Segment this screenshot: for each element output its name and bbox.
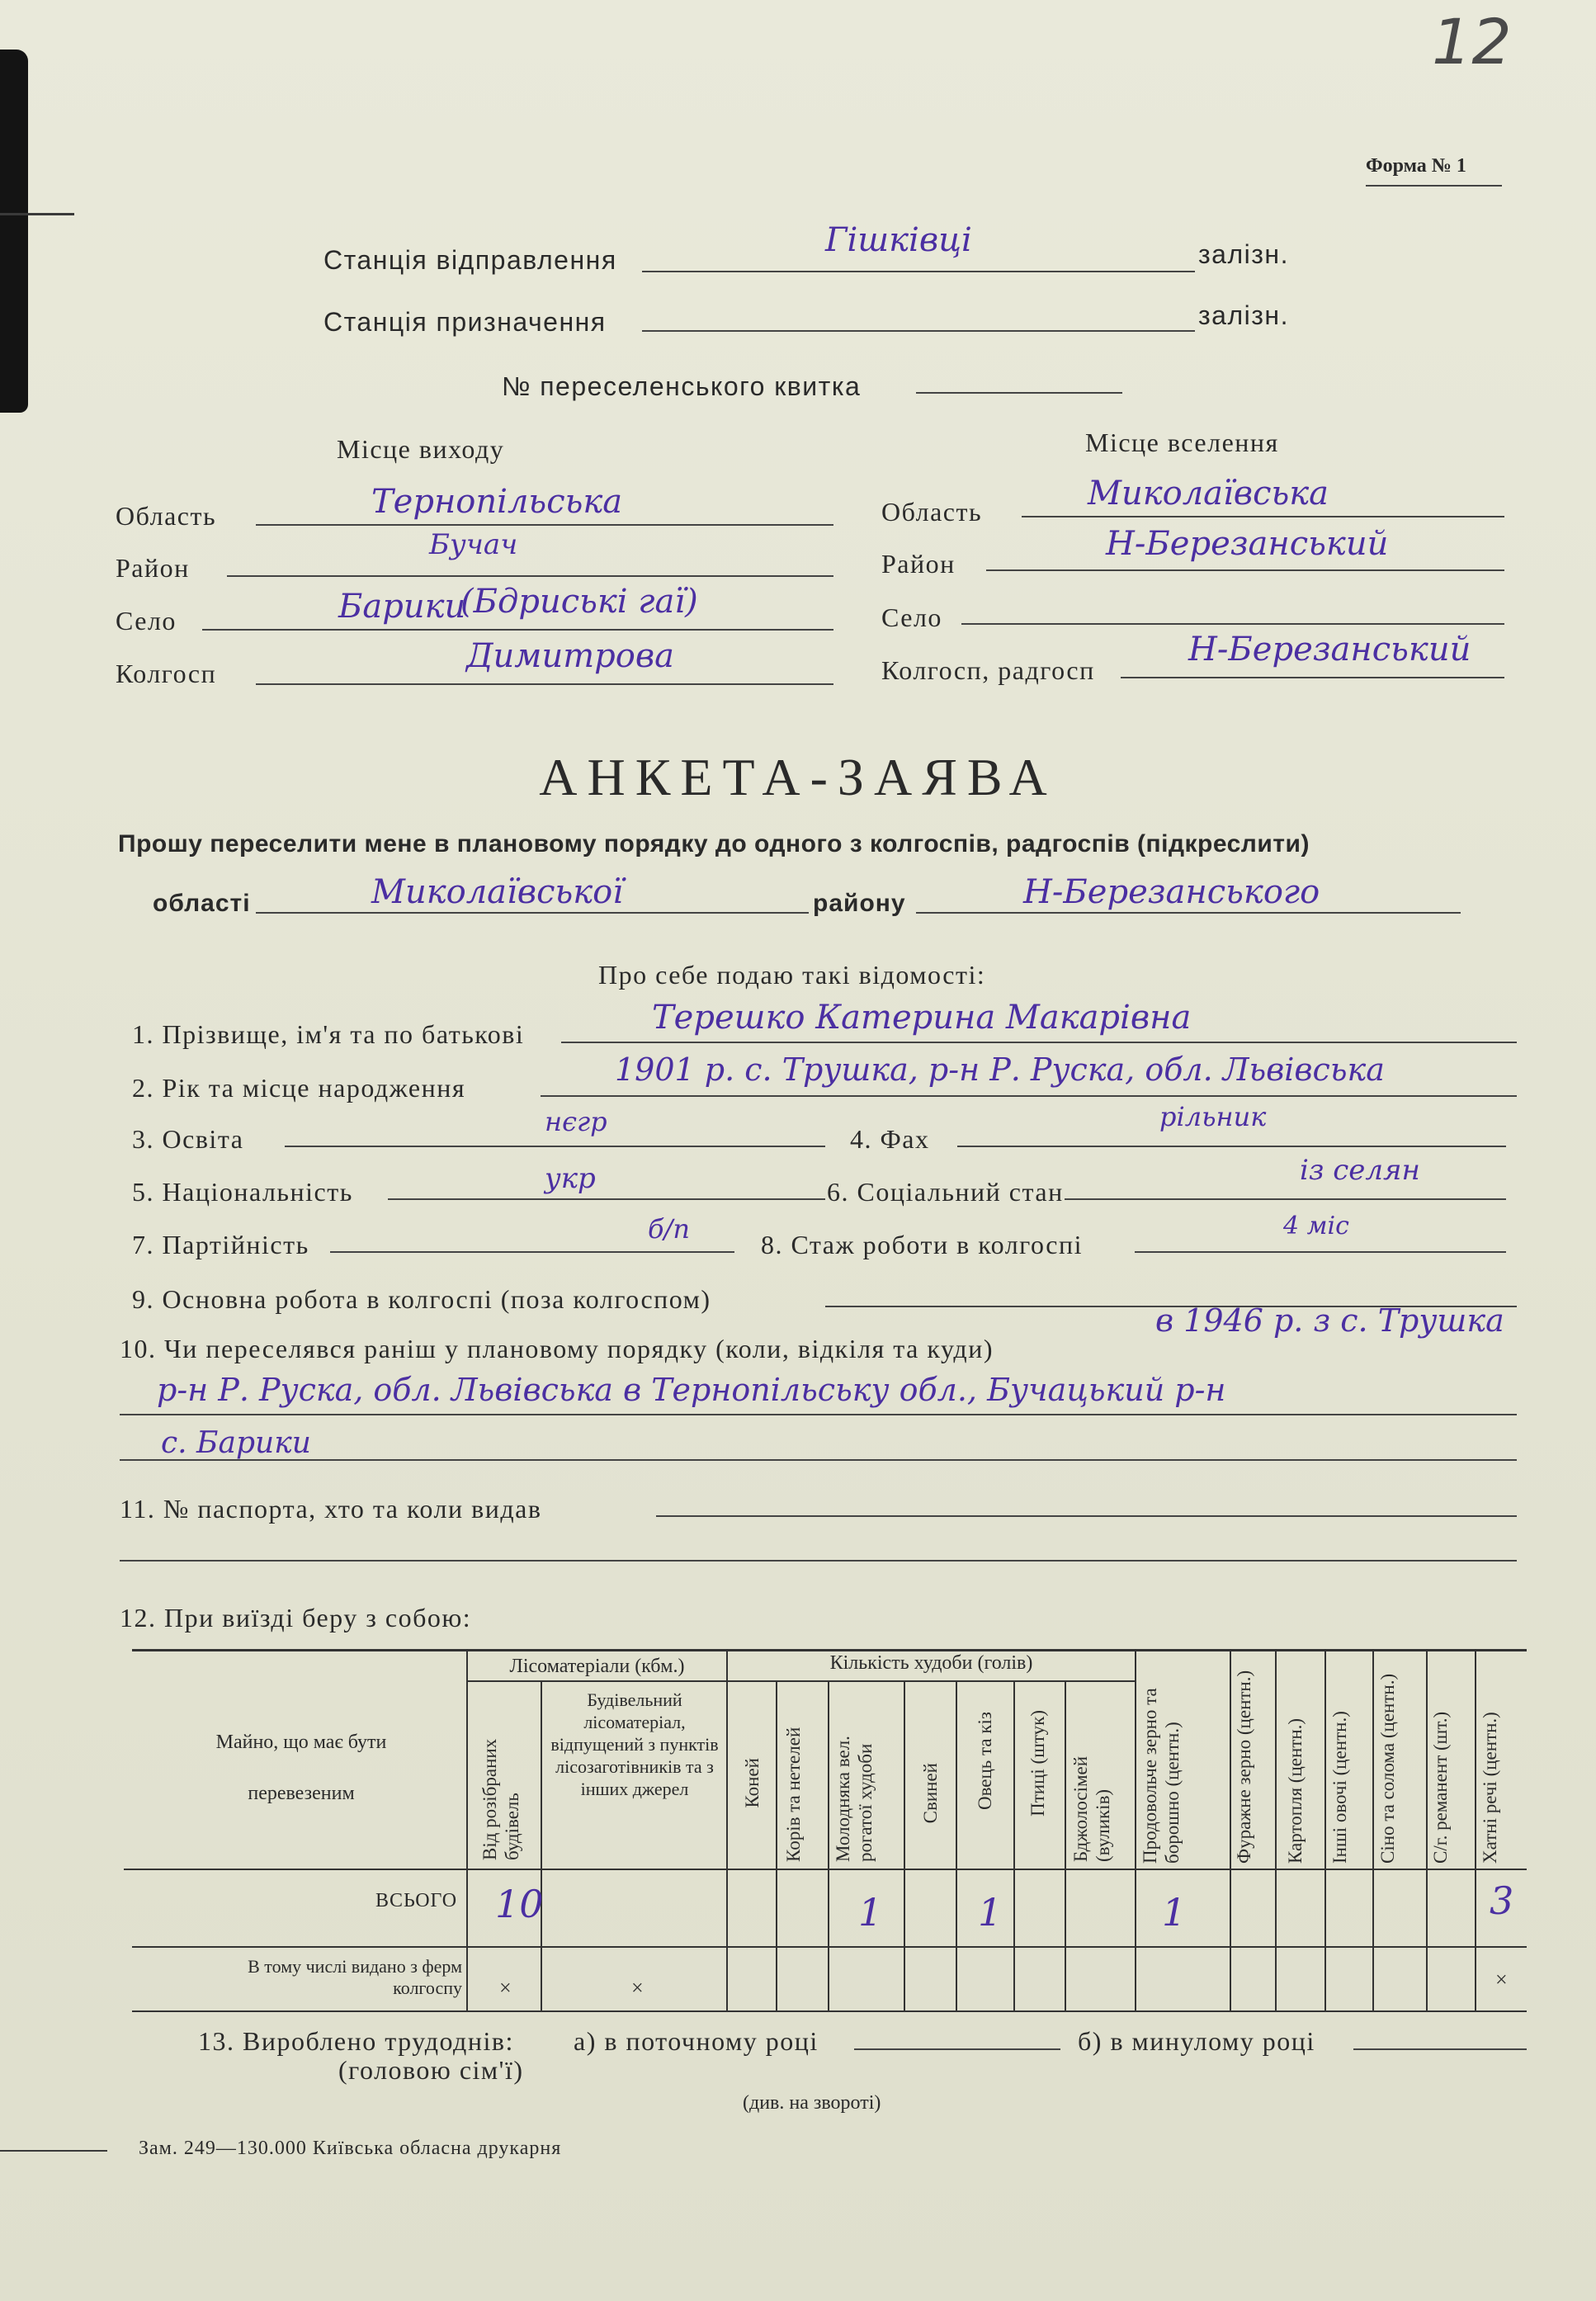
field-7-line [330, 1251, 734, 1253]
col-household-header: Хатні речі (центн.) [1480, 1712, 1500, 1864]
dest-oblast-line [1022, 516, 1504, 517]
origin-selo-note: (Бдриські гаї) [460, 583, 698, 621]
request-raion-value: Н-Березанського [1023, 873, 1320, 911]
col-tools-header: С/г. реманент (шт.) [1430, 1711, 1451, 1864]
origin-kolhosp-line [256, 683, 833, 685]
field-1-label: 1. Прізвище, ім'я та по батькові [132, 1019, 525, 1049]
field-5-value: укр [545, 1162, 596, 1195]
printer-imprint: Зам. 249—130.000 Київська обласна друкарня [139, 2138, 562, 2159]
field-10-value-3: с. Барики [161, 1426, 311, 1460]
col-veg-header: Інші овочі (центн.) [1329, 1711, 1350, 1864]
table-bottom-rule [132, 2010, 1527, 2012]
total-household-value: 3 [1490, 1878, 1514, 1923]
origin-raion-label: Район [116, 553, 190, 583]
field-1-value: Терешко Катерина Макарівна [652, 999, 1192, 1037]
col-birds-header: Птиці (штук) [1027, 1710, 1048, 1817]
col-food-grain-header: Продовольче зерно та борошно (центн.) [1140, 1688, 1183, 1864]
dest-oblast-value: Миколаївська [1088, 475, 1329, 513]
table-col-rule [776, 1680, 777, 2010]
table-col-rule [904, 1680, 905, 2010]
departure-label: Станція відправлення [323, 245, 617, 275]
col-potato-header: Картопля (центн.) [1285, 1717, 1306, 1864]
origin-oblast-label: Область [116, 501, 217, 531]
dest-kolhosp-line [1121, 677, 1504, 678]
table-col-rule [466, 1651, 468, 2010]
field-10-line-2 [120, 1459, 1517, 1461]
intro-text: Про себе подаю такі відомості: [598, 960, 986, 990]
dest-selo-label: Село [881, 602, 942, 632]
origin-kolhosp-label: Колгосп [116, 659, 217, 688]
dest-oblast-label: Область [881, 497, 983, 527]
table-row-rule [132, 1946, 1527, 1948]
total-dismantled-value: 10 [495, 1882, 544, 1926]
field-7-label: 7. Партійність [132, 1230, 309, 1259]
field-6-line [1065, 1198, 1506, 1200]
col-sheep-header: Овець та кіз [975, 1712, 995, 1811]
field-11-label: 11. № паспорта, хто та коли видав [120, 1494, 542, 1524]
ticket-label: № переселенського квитка [502, 371, 862, 401]
field-11-line-2 [120, 1560, 1517, 1562]
departure-line [642, 271, 1195, 272]
dest-raion-line [986, 569, 1504, 571]
origin-selo-value: Барики [338, 588, 466, 626]
dest-raion-label: Район [881, 549, 956, 579]
group-livestock-header: Кількість худоби (голів) [829, 1652, 1033, 1674]
request-raion-label: району [813, 890, 906, 917]
departure-suffix: залізн. [1198, 239, 1289, 269]
field-8-line [1135, 1251, 1506, 1253]
col-property-header: Майно, що має бути перевезеним [215, 1732, 387, 1804]
table-col-rule [1475, 1651, 1476, 2010]
workdays-previous-label: б) в минулому році [1078, 2026, 1315, 2056]
row-total-label: ВСЬОГО [375, 1890, 458, 1911]
table-group-rule [466, 1680, 1135, 1682]
workdays-current-line [854, 2048, 1060, 2050]
workdays-current-label: а) в поточному році [574, 2026, 819, 2056]
table-col-rule [1065, 1680, 1066, 2010]
col-hay-header: Сіно та солома (центн.) [1377, 1673, 1398, 1864]
dest-selo-line [961, 623, 1504, 625]
field-10-label: 10. Чи переселявся раніш у плановому порядку (коли, відкіля та куди) [120, 1334, 994, 1363]
field-11-line-1 [656, 1515, 1517, 1517]
binding-pin [0, 2150, 107, 2152]
field-6-value: із селян [1300, 1154, 1420, 1187]
col-pigs-header: Свиней [920, 1763, 941, 1824]
field-7-value: б/п [648, 1213, 690, 1245]
binding-strip [0, 50, 28, 413]
col-horses-header: Коней [742, 1758, 763, 1808]
ticket-line [916, 392, 1122, 394]
row-issued-label: В тому числі видано з ферм колгоспу [248, 1956, 462, 1998]
workdays-label: 13. Вироблено трудоднів: [198, 2026, 514, 2056]
table-col-rule [1275, 1651, 1277, 2010]
document-title: АНКЕТА-ЗАЯВА [539, 748, 1057, 806]
col-cows-header: Корів та нетелей [783, 1727, 804, 1862]
origin-raion-value: Бучач [429, 528, 518, 561]
origin-oblast-value: Тернопільська [371, 483, 623, 521]
field-5-label: 5. Національність [132, 1177, 353, 1207]
request-raion-line [916, 912, 1461, 914]
table-header-rule [124, 1869, 1527, 1870]
field-10-value-2: р-н Р. Руска, обл. Львівська в Тернопільську обл., Бучацький р-н [157, 1372, 1226, 1408]
dest-heading: Місце вселення [1085, 428, 1279, 457]
request-oblast-value: Миколаївської [371, 873, 624, 911]
archive-number: 12 [1432, 5, 1512, 78]
field-10-value-1: в 1946 р. з с. Трушка [1155, 1302, 1504, 1339]
table-col-rule [1135, 1651, 1136, 2010]
field-6-label: 6. Соціальний стан [827, 1177, 1064, 1207]
field-9-label: 9. Основна робота в колгоспі (поза колгоспом) [132, 1284, 711, 1314]
field-4-line [957, 1146, 1506, 1147]
table-col-rule [956, 1680, 957, 2010]
binding-pin [0, 213, 74, 215]
field-4-value: рільник [1159, 1101, 1267, 1132]
field-3-line [285, 1146, 825, 1147]
field-2-line [541, 1095, 1517, 1097]
col-young-header: Молодняка вел. рогатої худоби [833, 1736, 876, 1862]
destination-label: Станція призначення [323, 307, 607, 337]
field-5-line [388, 1198, 825, 1200]
col-bees-header: Бджолосімей (вуликів) [1070, 1755, 1113, 1862]
dest-kolhosp-label: Колгосп, радгосп [881, 655, 1095, 685]
field-12-label: 12. При виїзді беру з собою: [120, 1603, 472, 1632]
workdays-sub: (головою сім'ї) [338, 2055, 524, 2085]
form-number: Форма № 1 [1366, 155, 1466, 177]
total-young-value: 1 [858, 1890, 883, 1935]
field-2-value: 1901 р. с. Трушка, р-н Р. Руска, обл. Львівська [615, 1051, 1385, 1088]
table-col-rule [541, 1680, 542, 2010]
group-lumber-header: Лісоматеріали (кбм.) [509, 1656, 685, 1677]
table-col-rule [1372, 1651, 1374, 2010]
field-2-label: 2. Рік та місце народження [132, 1073, 466, 1103]
field-3-label: 3. Освіта [132, 1124, 244, 1154]
field-1-line [561, 1042, 1517, 1043]
dest-kolhosp-value: Н-Березанський [1188, 631, 1471, 669]
field-3-value: нєгр [545, 1106, 607, 1137]
workdays-previous-line [1353, 2048, 1527, 2050]
total-sheep-value: 1 [978, 1890, 1003, 1935]
origin-selo-label: Село [116, 606, 177, 635]
origin-raion-line [227, 575, 833, 577]
cross-mark: × [631, 1976, 644, 2000]
col-dismantled-header: Від розібраних будівель [479, 1738, 522, 1860]
table-col-rule [1426, 1651, 1428, 2010]
total-food-grain-value: 1 [1162, 1890, 1187, 1935]
form-number-underline [1366, 185, 1502, 187]
departure-value: Гішківці [825, 221, 972, 259]
table-col-rule [1324, 1651, 1326, 2010]
origin-oblast-line [256, 524, 833, 526]
dest-raion-value: Н-Березанський [1106, 525, 1389, 563]
request-oblast-label: області [153, 890, 251, 917]
destination-suffix: залізн. [1198, 300, 1289, 330]
origin-heading: Місце виходу [337, 434, 505, 464]
destination-line [642, 330, 1195, 332]
request-oblast-line [256, 912, 809, 914]
request-text: Прошу переселити мене в плановому порядку до одного з колгоспів, радгоспів (підкреслити) [118, 830, 1310, 858]
col-building-header: Будівельний лісоматеріал, відпущений з пунктів лісозаготівників та з інших джерел [550, 1689, 719, 1799]
cross-mark: × [499, 1976, 512, 2000]
table-col-rule [828, 1680, 829, 2010]
origin-selo-line [202, 629, 833, 631]
table-col-rule [1013, 1680, 1015, 2010]
see-back-note: (див. на звороті) [743, 2092, 881, 2114]
field-8-label: 8. Стаж роботи в колгоспі [761, 1230, 1083, 1259]
table-col-rule [726, 1651, 728, 2010]
table-col-rule [1230, 1651, 1231, 2010]
field-10-line-1 [120, 1414, 1517, 1415]
cross-mark: × [1495, 1968, 1508, 1992]
origin-kolhosp-value: Димитрова [466, 637, 674, 675]
field-8-value: 4 міс [1283, 1212, 1349, 1240]
field-4-label: 4. Фах [850, 1124, 930, 1154]
col-feed-grain-header: Фуражне зерно (центн.) [1234, 1670, 1254, 1864]
